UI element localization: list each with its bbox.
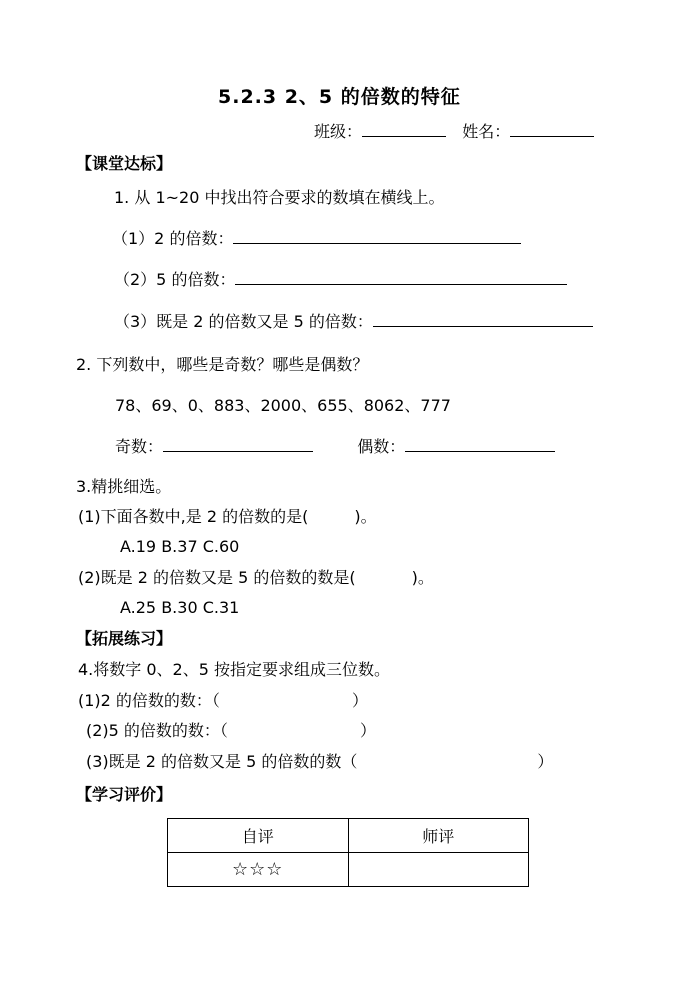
q3-a-text: (1)下面各数中,是 2 的倍数的是( xyxy=(78,507,309,526)
q3-prompt: 3.精挑细选。 xyxy=(76,477,172,496)
q3-a-end: )。 xyxy=(354,507,377,526)
q1-c-label: （3）既是 2 的倍数又是 5 的倍数： xyxy=(114,312,373,331)
evaluation-table xyxy=(167,818,529,887)
q4-a-close: ） xyxy=(351,691,368,710)
page-title: 5.2.3 2、5 的倍数的特征 xyxy=(218,86,461,108)
class-blank[interactable] xyxy=(362,121,446,137)
q1-prompt: 1. 从 1~20 中找出符合要求的数填在横线上。 xyxy=(114,188,445,207)
q4-c-text: (3)既是 2 的倍数又是 5 的倍数的数（ xyxy=(86,752,358,771)
table-header-self: 自评 xyxy=(168,819,349,853)
q3-b-end: )。 xyxy=(411,568,434,587)
q3-b-options: A.25 B.30 C.31 xyxy=(120,598,240,617)
q1-b-blank[interactable] xyxy=(235,269,567,285)
even-blank[interactable] xyxy=(405,436,555,452)
table-header-row xyxy=(168,819,529,853)
q1-b-row xyxy=(114,269,567,291)
name-blank[interactable] xyxy=(510,121,594,137)
section-heading-class-practice: 【课堂达标】 xyxy=(76,154,173,173)
q1-a-label: （1）2 的倍数： xyxy=(112,229,234,248)
table-row xyxy=(168,853,529,887)
name-label: 姓名： xyxy=(462,122,511,141)
teacher-rating-cell[interactable] xyxy=(348,853,529,887)
q2-prompt: 2. 下列数中，哪些是奇数？哪些是偶数？ xyxy=(76,355,369,374)
odd-label: 奇数： xyxy=(115,437,164,456)
q4-b-close: ） xyxy=(359,721,376,740)
q3-a-options: A.19 B.37 C.60 xyxy=(120,537,240,556)
q4-c-row xyxy=(86,751,553,773)
q3-a-row xyxy=(78,506,377,528)
q1-c-row xyxy=(114,311,593,333)
even-label: 偶数： xyxy=(357,437,406,456)
q3-b-text: (2)既是 2 的倍数又是 5 的倍数的数是( xyxy=(78,568,356,587)
section-heading-evaluation: 【学习评价】 xyxy=(76,785,173,804)
q4-a-row xyxy=(78,690,368,712)
q4-b-text: (2)5 的倍数的数：（ xyxy=(86,721,228,740)
q2-answer-row xyxy=(115,436,555,458)
q3-b-row xyxy=(78,567,434,589)
q1-a-row xyxy=(112,228,521,250)
class-name-row xyxy=(314,121,594,143)
q4-prompt: 4.将数字 0、2、5 按指定要求组成三位数。 xyxy=(78,660,390,679)
q4-a-text: (1)2 的倍数的数：（ xyxy=(78,691,220,710)
q1-b-label: （2）5 的倍数： xyxy=(114,270,236,289)
q1-a-blank[interactable] xyxy=(233,228,521,244)
section-heading-extension: 【拓展练习】 xyxy=(76,629,173,648)
odd-blank[interactable] xyxy=(163,436,313,452)
q1-c-blank[interactable] xyxy=(373,311,593,327)
class-label: 班级： xyxy=(314,122,363,141)
table-header-teacher: 师评 xyxy=(348,819,529,853)
q2-numbers: 78、69、0、883、2000、655、8062、777 xyxy=(115,396,451,415)
self-rating-stars[interactable]: ☆☆☆ xyxy=(168,853,349,887)
q4-b-row xyxy=(86,720,376,742)
q4-c-close: ） xyxy=(537,752,554,771)
